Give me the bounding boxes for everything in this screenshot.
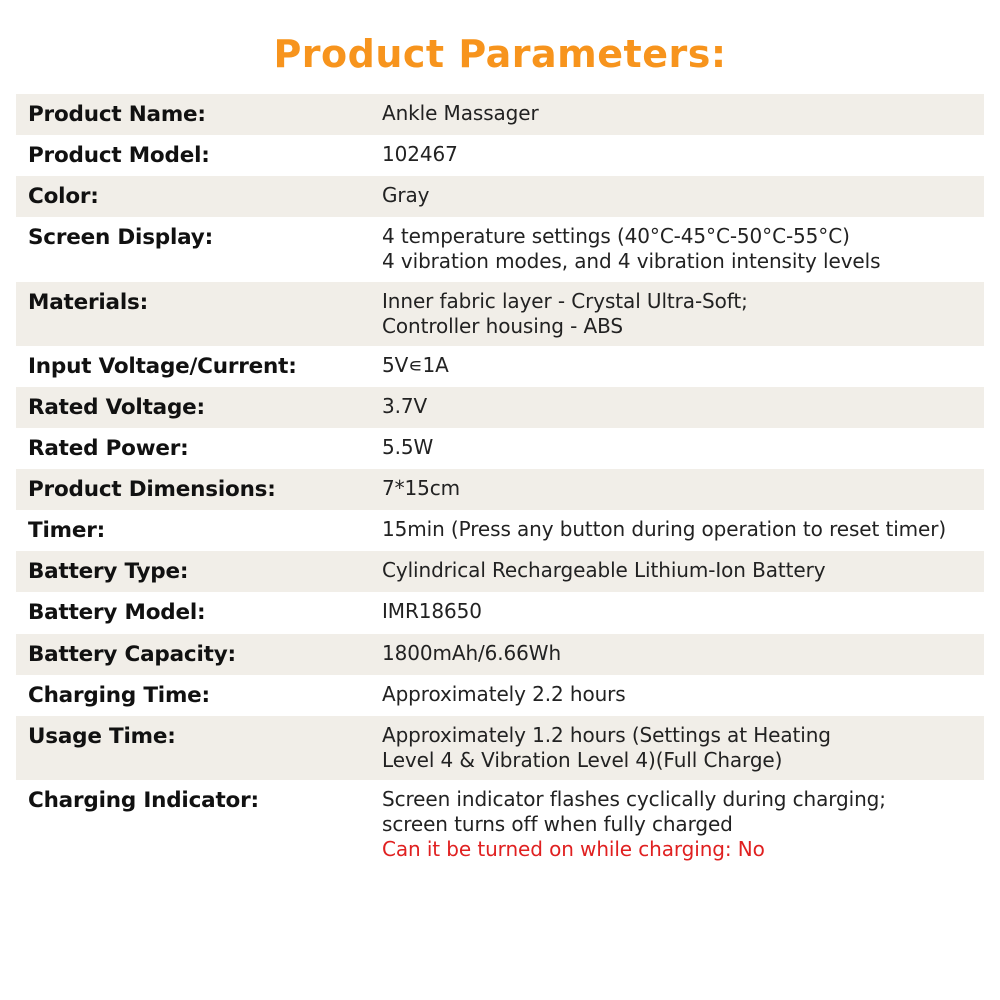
parameter-value — [372, 469, 984, 510]
parameter-label: Product Name: — [28, 102, 206, 127]
parameter-value-line: Approximately 1.2 hours (Settings at Heating — [382, 722, 831, 747]
parameter-value — [372, 217, 984, 281]
table-row — [16, 634, 984, 675]
parameter-value — [372, 675, 984, 716]
parameter-value-line: IMR18650 — [382, 599, 482, 624]
parameter-value — [372, 282, 984, 346]
table-row — [16, 551, 984, 592]
table-row — [16, 510, 984, 551]
parameter-label: Materials: — [28, 289, 149, 315]
table-row — [16, 780, 984, 870]
parameter-label: Timer: — [28, 518, 106, 544]
parameter-value-line: 15min (Press any button during operation to reset timer) — [382, 517, 947, 542]
table-row — [16, 675, 984, 716]
parameter-label: Input Voltage/Current: — [28, 353, 297, 379]
parameter-value-line: 7*15cm — [382, 476, 461, 501]
table-row — [16, 592, 984, 633]
parameter-value-line: Controller housing - ABS — [382, 313, 623, 338]
parameter-value-line: 5.5W — [382, 435, 434, 460]
parameter-label: Usage Time: — [28, 723, 176, 749]
parameter-value — [372, 780, 984, 870]
parameter-label: Battery Type: — [28, 559, 189, 585]
table-row — [16, 94, 984, 135]
parameter-value-line: 5V∊1A — [382, 352, 449, 377]
parameter-value — [372, 176, 984, 217]
parameter-value-warning: Can it be turned on while charging: No — [382, 837, 765, 862]
parameter-label: Battery Model: — [28, 600, 206, 626]
table-row — [16, 176, 984, 217]
parameter-value-line: 3.7V — [382, 394, 428, 419]
parameter-value-line: Screen indicator flashes cyclically during charging; — [382, 787, 886, 812]
parameter-value-line: 1800mAh/6.66Wh — [382, 640, 562, 665]
parameter-value — [372, 716, 984, 780]
parameter-value-line: 102467 — [382, 142, 458, 167]
table-row — [16, 135, 984, 176]
parameter-value-line: Approximately 2.2 hours — [382, 681, 626, 706]
parameter-label: Screen Display: — [28, 225, 214, 251]
table-row — [16, 217, 984, 281]
product-parameters-table — [16, 94, 984, 870]
parameter-value-line: screen turns off when fully charged — [382, 812, 733, 837]
table-row — [16, 346, 984, 387]
parameter-label: Rated Power: — [28, 436, 189, 462]
parameter-label: Rated Voltage: — [28, 395, 205, 421]
parameter-label: Charging Time: — [28, 682, 210, 708]
table-row — [16, 716, 984, 780]
table-body — [16, 94, 984, 870]
parameter-value-line: Gray — [382, 183, 430, 208]
parameter-value — [372, 510, 984, 551]
parameter-label: Product Model: — [28, 143, 210, 169]
table-row — [16, 469, 984, 510]
parameter-value — [372, 634, 984, 675]
parameter-value-line: Ankle Massager — [382, 101, 539, 125]
parameter-value-line: Inner fabric layer - Crystal Ultra-Soft; — [382, 288, 748, 313]
table-row — [16, 282, 984, 346]
parameter-value-line: 4 vibration modes, and 4 vibration intensity levels — [382, 249, 881, 274]
parameter-value — [372, 346, 984, 387]
parameter-value — [372, 387, 984, 428]
parameter-label: Color: — [28, 184, 99, 210]
page-title: Product Parameters: — [273, 32, 727, 76]
parameter-value-line: 4 temperature settings (40°C-45°C-50°C-55°C) — [382, 224, 850, 249]
parameter-value-line: Cylindrical Rechargeable Lithium-Ion Battery — [382, 558, 826, 583]
parameter-value — [372, 428, 984, 469]
parameter-label: Charging Indicator: — [28, 788, 259, 814]
table-row — [16, 387, 984, 428]
parameter-value — [372, 551, 984, 592]
table-row — [16, 428, 984, 469]
parameter-label: Battery Capacity: — [28, 641, 236, 667]
parameter-value — [372, 592, 984, 633]
parameter-value — [372, 94, 984, 135]
parameter-value-line: Level 4 & Vibration Level 4)(Full Charge) — [382, 747, 783, 772]
parameter-value — [372, 135, 984, 176]
parameter-label: Product Dimensions: — [28, 477, 276, 503]
